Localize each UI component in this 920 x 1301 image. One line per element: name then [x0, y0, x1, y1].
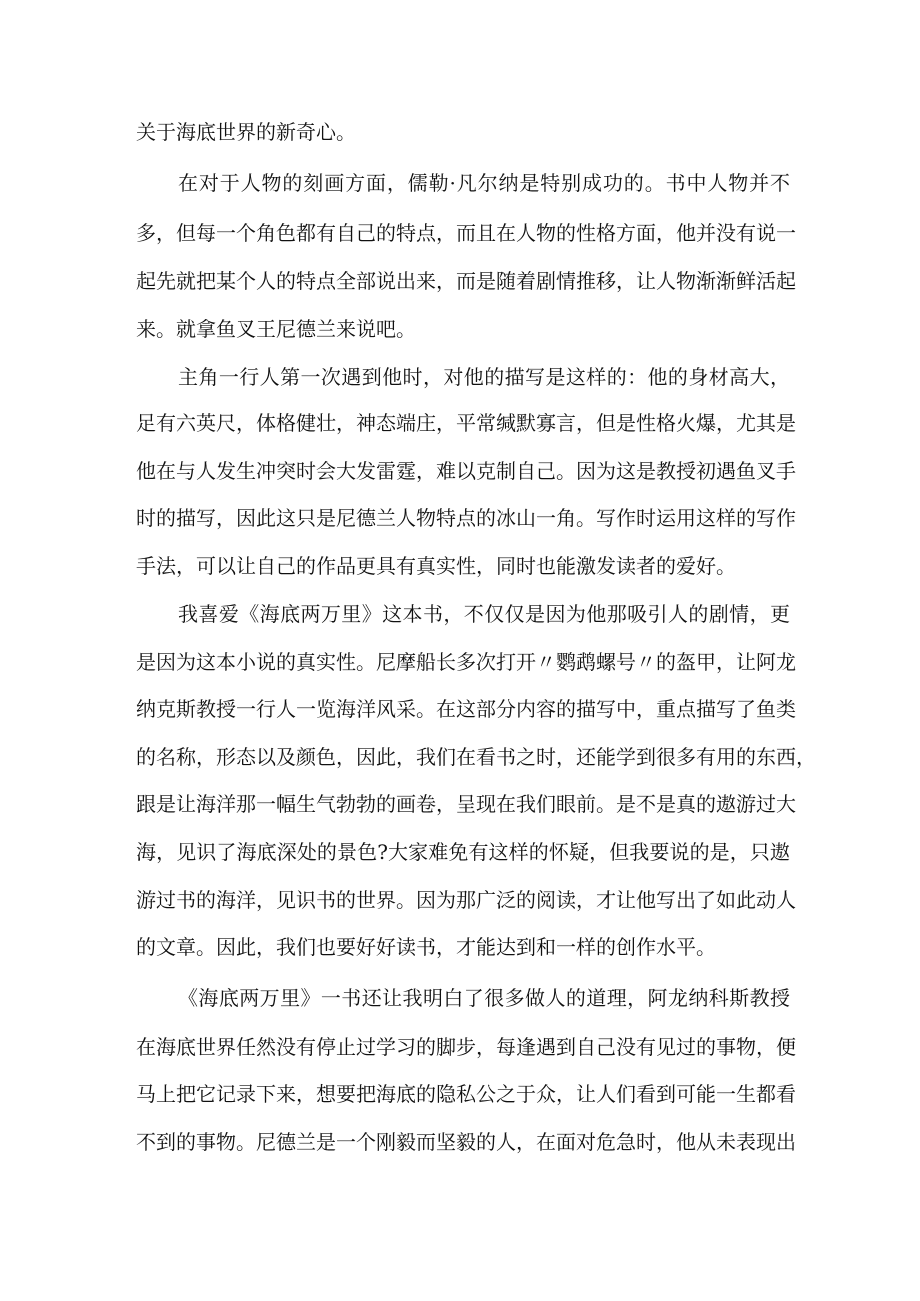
paragraph-1-line-2: 起先就把某个人的特点全部说出来，而是随着剧情推移，让人物渐渐鲜活起: [136, 269, 796, 293]
paragraph-1-line-1: 多，但每一个角色都有自己的特点，而且在人物的性格方面，他并没有说一: [136, 221, 796, 245]
paragraph-4-line-1: 在海底世界任然没有停止过学习的脚步，每逢遇到自己没有见过的事物，便: [136, 1035, 796, 1059]
paragraph-2-line-2: 他在与人发生冲突时会大发雷霆，难以克制自己。因为这是教授初遇鱼叉手: [136, 459, 796, 483]
paragraph-1-line-3: 来。就拿鱼叉王尼德兰来说吧。: [136, 317, 416, 341]
paragraph-3-line-2: 纳克斯教授一行人一览海洋风采。在这部分内容的描写中，重点描写了鱼类: [136, 697, 796, 721]
paragraph-3-line-6: 游过书的海洋，见识书的世界。因为那广泛的阅读，才让他写出了如此动人: [136, 888, 796, 912]
paragraph-4-line-0: 《海底两万里》一书还让我明白了很多做人的道理，阿龙纳科斯教授: [178, 986, 790, 1010]
paragraph-2-line-4: 手法，可以让自己的作品更具有真实性，同时也能激发读者的爱好。: [136, 554, 736, 578]
paragraph-3-line-3: 的名称，形态以及颜色，因此，我们在看书之时，还能学到很多有用的东西，: [136, 745, 816, 769]
paragraph-2-line-0: 主角一行人第一次遇到他时，对他的描写是这样的：他的身材高大，: [178, 365, 790, 389]
paragraph-3-line-4: 跟是让海洋那一幅生气勃勃的画卷，呈现在我们眼前。是不是真的遨游过大: [136, 792, 796, 816]
paragraph-2-line-3: 时的描写，因此这只是尼德兰人物特点的冰山一角。写作时运用这样的写作: [136, 506, 796, 530]
paragraph-2-line-1: 足有六英尺，体格健壮，神态端庄，平常缄默寡言，但是性格火爆，尤其是: [136, 411, 796, 435]
paragraph-0-line-0: 关于海底世界的新奇心。: [136, 120, 356, 144]
paragraph-3-line-7: 的文章。因此，我们也要好好读书，才能达到和一样的创作水平。: [136, 935, 716, 959]
paragraph-4-line-2: 马上把它记录下来，想要把海底的隐私公之于众，让人们看到可能一生都看: [136, 1082, 796, 1106]
paragraph-3-line-1: 是因为这本小说的真实性。尼摩船长多次打开〃鹦鹉螺号〃的盔甲，让阿龙: [136, 650, 796, 674]
paragraph-3-line-0: 我喜爱《海底两万里》这本书，不仅仅是因为他那吸引人的剧情，更: [178, 602, 790, 626]
paragraph-3-line-5: 海，见识了海底深处的景色?大家难免有这样的怀疑，但我要说的是，只遨: [136, 840, 790, 864]
paragraph-4-line-3: 不到的事物。尼德兰是一个刚毅而坚毅的人，在面对危急时，他从未表现出: [136, 1130, 796, 1154]
paragraph-1-line-0: 在对于人物的刻画方面，儒勒·凡尔纳是特别成功的。书中人物并不: [178, 171, 790, 195]
